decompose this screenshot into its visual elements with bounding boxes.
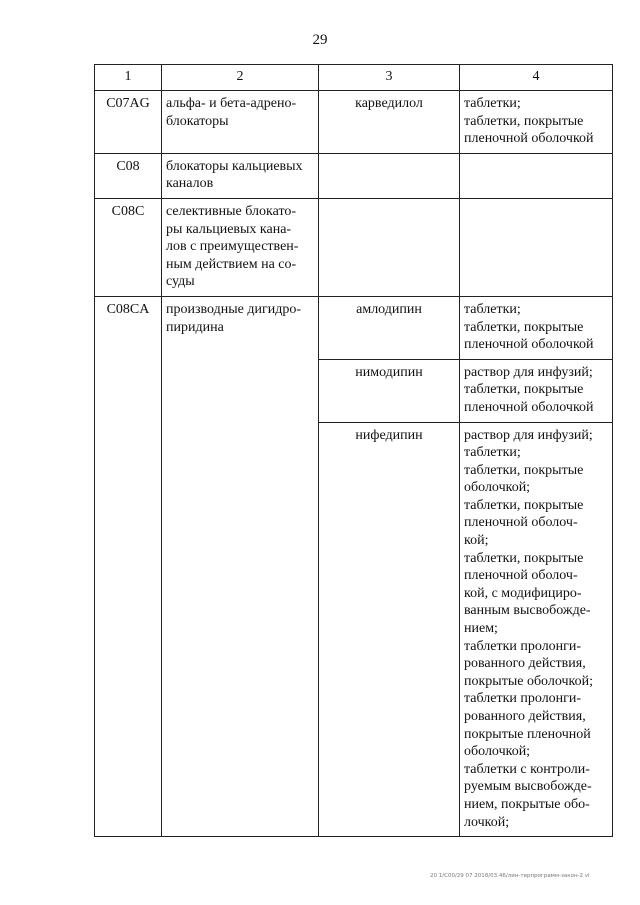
page-number: 29 bbox=[312, 32, 328, 48]
atc-code: C08 bbox=[95, 153, 162, 198]
drug-name: амлодипин bbox=[319, 296, 460, 359]
drug-name: карведилол bbox=[319, 91, 460, 154]
dosage-forms: раствор для инфузий; таблетки, покрытые пленочной оболочкой bbox=[460, 359, 613, 422]
column-header-4: 4 bbox=[460, 65, 613, 91]
atc-group-name: блокаторы кальциевых каналов bbox=[162, 153, 319, 198]
dosage-forms: таблетки; таблетки, покрытые пленочной оболочкой bbox=[460, 91, 613, 154]
drug-name bbox=[319, 153, 460, 198]
drug-classification-table bbox=[94, 64, 613, 837]
column-header-3: 3 bbox=[319, 65, 460, 91]
atc-group-name: производные дигидро- пиридина bbox=[162, 296, 319, 836]
column-header-1: 1 bbox=[95, 65, 162, 91]
table-row bbox=[95, 296, 613, 359]
dosage-forms bbox=[460, 198, 613, 296]
atc-group-name: альфа- и бета-адрено- блокаторы bbox=[162, 91, 319, 154]
drug-name: нимодипин bbox=[319, 359, 460, 422]
atc-code: C07AG bbox=[95, 91, 162, 154]
table-header-row bbox=[95, 65, 613, 91]
dosage-forms bbox=[460, 153, 613, 198]
document-footer-stamp: 20 1/C00/29 07 2018/03.46/лин-терпрограмм-закон-2 vi bbox=[430, 873, 590, 879]
column-header-2: 2 bbox=[162, 65, 319, 91]
dosage-forms: таблетки; таблетки, покрытые пленочной оболочкой bbox=[460, 296, 613, 359]
table-row bbox=[95, 198, 613, 296]
drug-name: нифедипин bbox=[319, 422, 460, 837]
atc-code: C08C bbox=[95, 198, 162, 296]
atc-code: C08CA bbox=[95, 296, 162, 836]
table-row bbox=[95, 91, 613, 154]
atc-group-name: селективные блокато- ры кальциевых кана- лов с преимуществен- ным действием на со- суды bbox=[162, 198, 319, 296]
dosage-forms: раствор для инфузий; таблетки; таблетки, покрытые оболочкой; таблетки, покрытые пленочной оболоч- кой; таблетки, покрытые пленочной оболоч- кой, с модифициро- ванным высвобожде- нием; таблетки пролонги- рованного действия, покрытые оболочкой; таблетки пролонги- рованного действия, покрытые пленочной оболочкой; таблетки с контроли- руемым высвобожде- нием, покрытые обо- лочкой; bbox=[460, 422, 613, 837]
drug-name bbox=[319, 198, 460, 296]
table-row bbox=[95, 153, 613, 198]
